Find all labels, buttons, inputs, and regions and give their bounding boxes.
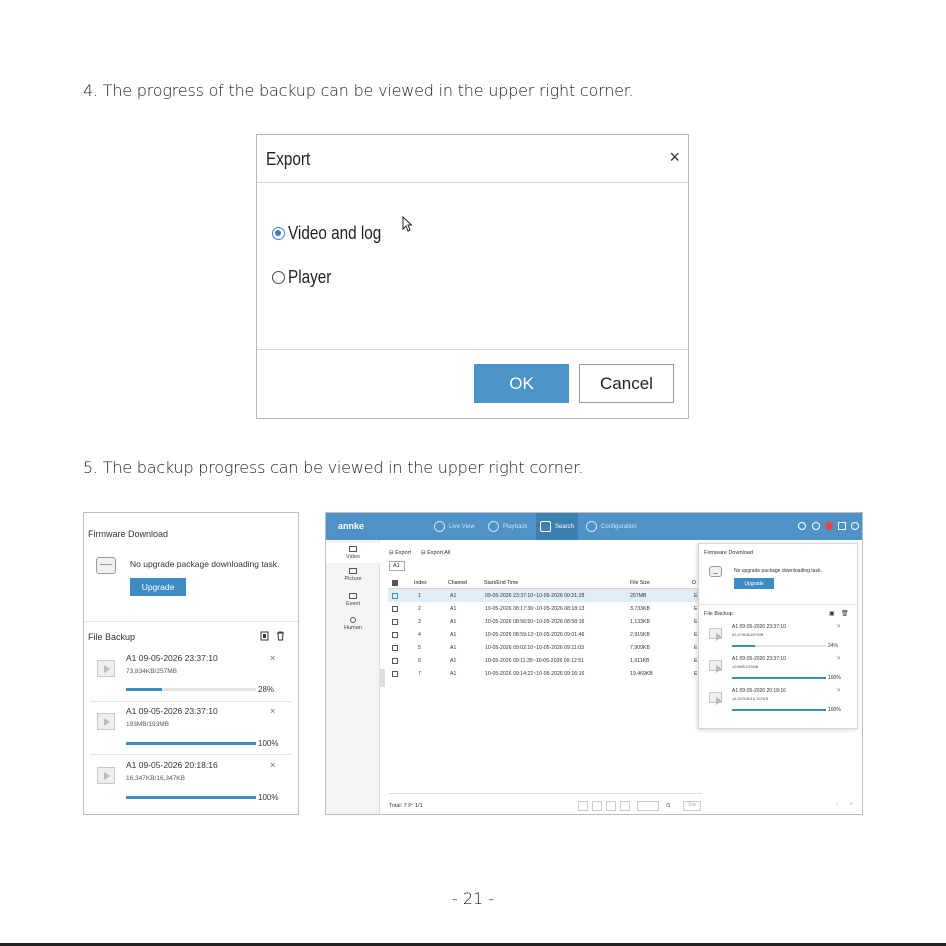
step-4-text: 4. The progress of the backup can be viewed in the upper right corner.	[83, 81, 634, 100]
popup-item-size: 16,347KB/16,347KB	[732, 696, 769, 701]
export-link[interactable]: ⊟ Export	[389, 550, 412, 556]
no-upgrade-text: No upgrade package downloading task.	[130, 559, 280, 569]
page-input[interactable]	[637, 801, 659, 811]
app-screenshot	[325, 512, 863, 815]
cell-time: 10-05-2026 09:02:10~10-05-2026 09:11:03	[485, 645, 584, 651]
clear-list-icon[interactable]	[260, 631, 269, 641]
table-row[interactable]	[388, 628, 704, 641]
progress-percent: 100%	[828, 707, 841, 713]
cell-extra: E	[694, 619, 698, 625]
sidebar-label: Picture	[344, 576, 362, 582]
popup-item-name: A1 09-05-2026 23:37:10	[732, 656, 786, 662]
backup-item-name: A1 09-05-2026 23:37:10	[126, 653, 218, 663]
row-checkbox[interactable]	[392, 671, 398, 677]
popup-item-name: A1 09-05-2026 20:18:16	[732, 688, 786, 694]
channel-tag[interactable]: A1	[389, 561, 405, 571]
progress-percent: 24%	[828, 643, 839, 649]
scroll-right-icon[interactable]: ›	[850, 801, 852, 807]
close-icon[interactable]: ×	[837, 688, 841, 694]
firmware-download-title: Firmware Download	[88, 529, 169, 539]
backup-item-name: A1 09-05-2026 23:37:10	[126, 706, 218, 716]
row-checkbox[interactable]	[392, 645, 398, 651]
table-row[interactable]	[388, 667, 704, 680]
user-icon[interactable]	[812, 522, 820, 530]
sidebar-item-video[interactable]	[326, 543, 380, 563]
col-time: Start/End Time	[484, 580, 519, 586]
progress-fill	[732, 645, 755, 647]
popup-item-name: A1 09-05-2026 23:37:10	[732, 624, 786, 630]
sidebar-label: Event	[345, 601, 361, 607]
row-checkbox[interactable]	[392, 658, 398, 664]
row-checkbox[interactable]	[392, 619, 398, 625]
ok-button[interactable]: OK	[474, 364, 569, 403]
nav-live-view[interactable]	[434, 513, 475, 540]
cell-extra: E	[694, 593, 698, 599]
export-all-link[interactable]: ⊟ Export All	[421, 550, 451, 556]
refresh-icon[interactable]	[798, 522, 806, 530]
backup-popup	[698, 543, 858, 729]
cell-index: 1	[418, 593, 421, 599]
video-file-icon	[709, 692, 722, 703]
camera-icon	[434, 521, 445, 532]
cancel-button[interactable]: Cancel	[579, 364, 674, 403]
col-size: File Size	[630, 580, 650, 586]
video-file-icon	[97, 767, 115, 784]
backup-item-size: 16,347KB/16,347KB	[126, 775, 185, 782]
close-icon[interactable]: ×	[270, 653, 276, 663]
cell-size: 257MB	[630, 593, 647, 599]
sidebar-item-event[interactable]	[326, 593, 380, 607]
option-label: Player	[288, 267, 332, 287]
option-video-and-log[interactable]	[272, 223, 398, 244]
cell-index: 4	[418, 632, 421, 638]
progress-fill	[126, 742, 256, 745]
progress-fill	[126, 688, 162, 691]
export-dialog	[256, 134, 689, 419]
cell-size: 1,911KB	[630, 658, 650, 664]
picture-icon	[349, 568, 357, 574]
dialog-title: Export	[266, 149, 311, 169]
progress-fill	[732, 709, 826, 711]
close-icon[interactable]: ×	[837, 656, 841, 662]
col-index: Index	[414, 580, 427, 586]
progress-bar	[126, 796, 256, 799]
close-icon[interactable]: ×	[270, 760, 276, 770]
video-file-icon	[709, 628, 722, 639]
export-all-label: Export All	[427, 550, 451, 556]
cell-index: 3	[418, 619, 421, 625]
table-row[interactable]	[388, 602, 704, 615]
table-header	[388, 576, 704, 589]
sidebar-item-human[interactable]	[326, 617, 380, 631]
cell-channel: A1	[450, 632, 457, 638]
table-row[interactable]	[388, 589, 704, 602]
progress-bar	[126, 688, 256, 691]
progress-percent: 100%	[258, 793, 279, 802]
video-icon	[349, 546, 357, 552]
cell-size: 2,915KB	[630, 632, 650, 638]
alarm-icon[interactable]	[825, 522, 833, 530]
cell-size: 3,733KB	[630, 606, 650, 612]
collapse-handle[interactable]	[380, 669, 385, 687]
cell-time: 10-05-2026 08:56:50~10-05-2026 08:58:16	[485, 619, 585, 625]
folder-icon	[709, 566, 722, 577]
popup-upgrade-button[interactable]: Upgrade	[734, 578, 774, 589]
col-channel: Channel	[448, 580, 468, 586]
scroll-left-icon[interactable]: ‹	[836, 801, 838, 807]
play-icon	[488, 521, 499, 532]
cell-index: 5	[418, 645, 421, 651]
video-file-icon	[97, 660, 115, 677]
progress-bar	[126, 742, 256, 745]
col-other: O	[692, 580, 697, 586]
row-checkbox[interactable]	[392, 593, 398, 599]
search-icon	[540, 521, 551, 532]
backup-progress-panel	[83, 512, 299, 815]
progress-bar	[732, 709, 826, 711]
progress-fill	[126, 796, 256, 799]
human-icon	[350, 617, 356, 623]
dialog-header	[257, 135, 688, 183]
popup-firmware-title: Firmware Download	[704, 550, 753, 556]
nav-search[interactable]	[536, 513, 578, 540]
cell-index: 6	[418, 658, 421, 664]
progress-percent: 28%	[258, 685, 275, 694]
left-sidebar	[326, 540, 380, 814]
radio-selected-icon[interactable]	[272, 227, 285, 240]
popup-file-backup-title: File Backup	[704, 611, 733, 617]
cell-extra: E	[694, 632, 698, 638]
table-row[interactable]	[388, 615, 704, 628]
cell-size: 19,469KB	[630, 671, 653, 677]
table-row[interactable]	[388, 641, 704, 654]
cell-extra: E	[694, 658, 698, 664]
nav-label: Configuration	[601, 523, 637, 530]
progress-bar	[732, 677, 826, 679]
mouse-cursor-icon	[402, 216, 412, 232]
row-checkbox[interactable]	[392, 606, 398, 612]
option-label: Video and log	[288, 223, 382, 243]
first-page-button[interactable]	[578, 801, 588, 811]
progress-fill	[732, 677, 826, 679]
cell-time: 09-05-2026 23:37:10~10-05-2026 00:21:28	[485, 593, 585, 599]
event-icon	[349, 593, 357, 599]
prev-page-button[interactable]	[592, 801, 602, 811]
nav-label: Live View	[449, 523, 475, 530]
cell-extra: E	[694, 606, 698, 612]
page-of-text: /1	[666, 803, 671, 809]
close-icon[interactable]: ×	[837, 624, 841, 630]
sidebar-item-picture[interactable]	[326, 568, 380, 582]
download-icon[interactable]	[838, 522, 846, 530]
cell-channel: A1	[450, 606, 457, 612]
clear-list-icon[interactable]: ▣	[829, 611, 835, 617]
cell-time: 10-05-2026 09:11:35~10-05-2026 09:12:51	[485, 658, 584, 664]
sidebar-label: Video	[346, 554, 360, 560]
gear-icon	[586, 521, 597, 532]
option-player[interactable]	[272, 267, 339, 288]
popup-no-upgrade: No upgrade package downloading task.	[734, 568, 822, 574]
select-all-checkbox[interactable]	[392, 580, 398, 586]
upgrade-button[interactable]: Upgrade	[130, 578, 186, 596]
dialog-footer	[257, 349, 688, 418]
radio-unselected-icon[interactable]	[272, 271, 285, 284]
step-5-text: 5. The backup progress can be viewed in the upper right corner.	[83, 458, 584, 477]
popup-item-size: 63,379KB/257MB	[732, 632, 764, 637]
cell-channel: A1	[450, 671, 457, 677]
nav-configuration[interactable]	[586, 513, 637, 540]
progress-bar	[732, 645, 826, 647]
folder-icon	[96, 557, 116, 574]
backup-item-name: A1 09-05-2026 20:18:16	[126, 760, 218, 770]
last-page-button[interactable]	[620, 801, 630, 811]
video-file-icon	[97, 713, 115, 730]
video-file-icon	[709, 660, 722, 671]
progress-percent: 100%	[828, 675, 841, 681]
power-icon[interactable]	[851, 522, 859, 530]
nav-playback[interactable]	[488, 513, 527, 540]
file-backup-title: File Backup	[88, 632, 136, 642]
export-label: Export	[395, 550, 412, 556]
top-navigation-bar	[326, 513, 862, 540]
nav-label: Playback	[503, 523, 528, 530]
total-text: Total: 7 P: 1/1	[389, 803, 423, 809]
backup-item-size: 73,834KB/257MB	[126, 668, 177, 675]
cell-extra: E	[694, 671, 698, 677]
trash-icon[interactable]: 🗑	[841, 611, 849, 617]
cell-extra: E	[694, 645, 698, 651]
cell-index: 7	[418, 671, 421, 677]
cell-time: 10-05-2026 08:59:12~10-05-2026 09:01:46	[485, 632, 585, 638]
cell-channel: A1	[450, 619, 457, 625]
cell-time: 10-05-2026 09:14:22~10-05-2026 09:16:16	[485, 671, 585, 677]
nav-label: Search	[555, 523, 575, 530]
close-icon[interactable]: ×	[270, 706, 276, 716]
cell-size: 7,909KB	[630, 645, 650, 651]
sidebar-label: Human	[344, 625, 362, 631]
popup-item-size: 193MB/193MB	[732, 664, 759, 669]
close-icon[interactable]: ×	[669, 147, 680, 167]
progress-percent: 100%	[258, 739, 279, 748]
cell-time: 10-05-2026 08:17:36~10-05-2026 08:18:13	[485, 606, 585, 612]
cell-channel: A1	[450, 593, 457, 599]
cell-channel: A1	[450, 658, 457, 664]
trash-icon[interactable]	[276, 631, 285, 641]
row-checkbox[interactable]	[392, 632, 398, 638]
cell-size: 1,133KB	[630, 619, 650, 625]
table-row[interactable]	[388, 654, 704, 667]
go-button[interactable]: Go	[683, 801, 701, 811]
backup-item-size: 193MB/193MB	[126, 721, 169, 728]
cell-index: 2	[418, 606, 421, 612]
cell-channel: A1	[450, 645, 457, 651]
brand-logo: annke	[338, 521, 365, 531]
page-number: - 21 -	[451, 889, 495, 908]
next-page-button[interactable]	[606, 801, 616, 811]
